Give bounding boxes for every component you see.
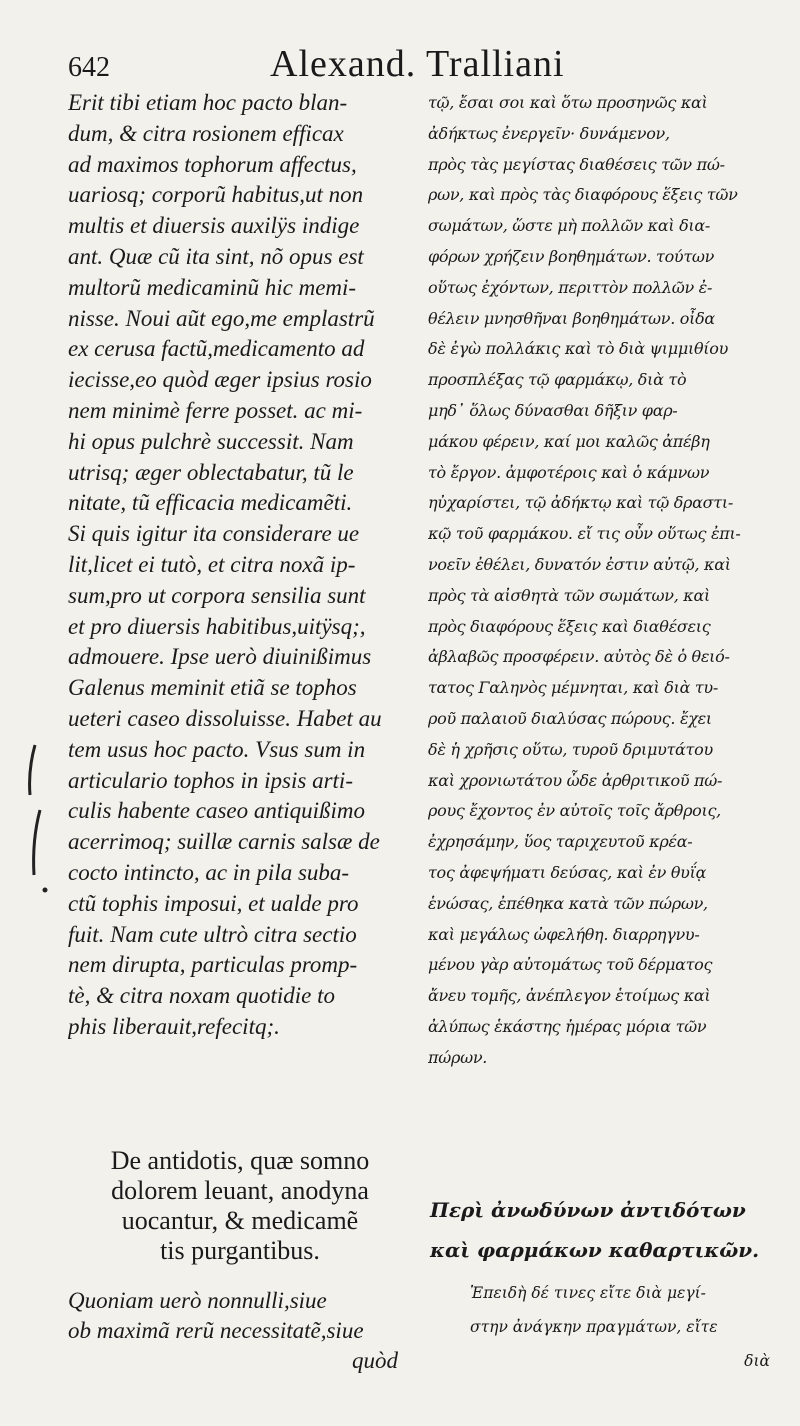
latin-line: ex cerusa factũ,medicamento ad <box>68 336 365 362</box>
greek-line: ἐχρησάμην, ὕος ταριχευτοῦ κρέα- <box>428 832 693 852</box>
greek-line: Ἐπειδὴ δέ τινες εἴτε διὰ μεγί- <box>470 1284 706 1302</box>
greek-heading-line: Περὶ ἀνωδύνων ἀντιδότων <box>430 1198 746 1222</box>
greek-line: καὶ χρονιωτάτου ὧδε ἀρθριτικοῦ πώ- <box>428 770 723 790</box>
greek-line: τατος Γαληνὸς μέμνηται, καὶ διὰ τυ- <box>428 678 718 698</box>
latin-line: nitate, tũ efficacia medicamẽti. <box>68 490 353 516</box>
greek-section-heading <box>430 1190 790 1270</box>
latin-line: ob maximã rerũ necessitatẽ,siue <box>68 1318 364 1343</box>
greek-line: ρους ἔχοντος ἐν αὐτοῖς τοῖς ἄρθροις, <box>428 801 721 821</box>
greek-line: φόρων χρήζειν βοηθημάτων. τούτων <box>428 246 715 266</box>
margin-handwritten-marks <box>0 740 60 900</box>
latin-line: iecisse,eo quòd æger ipsius rosio <box>68 367 372 393</box>
latin-line: tem usus hoc pacto. Vsus sum in <box>68 736 366 762</box>
greek-line: ηὐχαρίστει, τῷ ἀδήκτῳ καὶ τῷ δραστι- <box>428 493 733 513</box>
greek-line: πώρων. <box>428 1047 488 1067</box>
latin-line: Galenus meminit etiã se tophos <box>68 675 357 701</box>
greek-line: ἀλύπως ἑκάστης ἡμέρας μόρια τῶν <box>428 1016 707 1036</box>
greek-line: καὶ μεγάλως ὠφελήθη. διαρρηγνυ- <box>428 924 700 944</box>
latin-line: ant. Quæ cũ ita sint, nõ opus est <box>68 243 364 269</box>
greek-line: οὕτως ἐχόντων, περιττὸν πολλῶν ἐ- <box>428 277 713 297</box>
greek-line: ἀδήκτως ἐνεργεῖν· δυνάμενον, <box>428 123 670 143</box>
greek-line: στην ἀνάγκην πραγμάτων, εἴτε <box>470 1318 718 1336</box>
latin-line: phis liberauit,refecitq;. <box>68 1013 280 1039</box>
latin-line: et pro diuersis habitibus,uitÿsq;, <box>68 613 366 639</box>
latin-line: Erit tibi etiam hoc pacto blan- <box>68 90 348 115</box>
latin-column <box>68 88 408 1043</box>
greek-line: ἀβλαβῶς προσφέρειν. αὐτὸς δὲ ὁ θειό- <box>428 647 730 667</box>
greek-line: θέλειν μνησθῆναι βοηθημάτων. οἶδα <box>428 308 715 328</box>
greek-line: προσπλέξας τῷ φαρμάκῳ, διὰ τὸ <box>428 370 687 390</box>
latin-line: admouere. Ipse uerò diuinißimus <box>68 644 372 670</box>
page-header <box>60 42 760 92</box>
latin-line: nem dirupta, particulas promp- <box>68 952 358 978</box>
latin-heading-line: De antidotis, quæ somno <box>110 1146 370 1175</box>
latin-heading-line: uocantur, & medicamẽ <box>121 1206 359 1235</box>
latin-section-body <box>68 1286 408 1376</box>
greek-line: νοεῖν ἐθέλει, δυνατόν ἐστιν αὐτῷ, καὶ <box>428 554 731 574</box>
greek-column <box>428 88 778 1074</box>
latin-line: multis et diuersis auxilÿs indige <box>68 213 360 239</box>
greek-line: τος ἀφεψήματι δεύσας, καὶ ἐν θυΐᾳ <box>428 862 707 882</box>
greek-section-body <box>470 1276 790 1378</box>
greek-line: σωμάτων, ὥστε μὴ πολλῶν καὶ δια- <box>428 216 710 236</box>
latin-line: utrisq; æger oblectabatur, tũ le <box>68 459 354 485</box>
latin-heading-line: tis purgantibus. <box>160 1236 320 1265</box>
greek-line: μένου γὰρ αὐτομάτως τοῦ δέρματος <box>428 955 713 975</box>
latin-line: sum,pro ut corpora sensilia sunt <box>68 582 366 608</box>
greek-line: τῷ, ἔσαι σοι καὶ ὅτω προσηνῶς καὶ <box>428 93 708 112</box>
latin-line: ad maximos tophorum affectus, <box>68 151 357 177</box>
latin-line: Quoniam uerò nonnulli,siue <box>68 1288 327 1313</box>
latin-line: hi opus pulchrè successit. Nam <box>68 428 354 454</box>
latin-line: ctũ tophis imposui, et ualde pro <box>68 890 359 916</box>
catchword: διὰ <box>744 1352 770 1370</box>
running-title: Alexand. Tralliani <box>270 43 565 85</box>
latin-line: culis habente caseo antiquißimo <box>68 798 366 824</box>
latin-line: multorũ medicaminũ hic memi- <box>68 274 357 300</box>
greek-line: ροῦ παλαιοῦ διαλύσας πώρους. ἔχει <box>428 708 712 728</box>
latin-line: articulario tophos in ipsis arti- <box>68 767 353 793</box>
greek-line: ἑνώσας, ἐπέθηκα κατὰ τῶν πώρων, <box>428 893 708 913</box>
latin-line: acerrimoq; suillæ carnis salsæ de <box>68 829 380 855</box>
greek-line: μάκου φέρειν, καί μοι καλῶς ἀπέβη <box>428 431 710 451</box>
greek-line: δὲ ἡ χρῆσις οὕτω, τυροῦ δριμυτάτου <box>428 739 713 759</box>
latin-heading-line: dolorem leuant, anodyna <box>111 1176 369 1205</box>
greek-line: ρων, καὶ πρὸς τὰς διαφόρους ἕξεις τῶν <box>428 185 738 205</box>
latin-line: nisse. Noui aũt ego,me emplastrũ <box>68 305 375 331</box>
latin-line: fuit. Nam cute ultrò citra sectio <box>68 921 357 947</box>
greek-heading-line: καὶ φαρμάκων καθαρτικῶν. <box>430 1238 760 1262</box>
page-number: 642 <box>68 52 110 83</box>
greek-line: τὸ ἔργον. ἀμφοτέροις καὶ ὁ κάμνων <box>428 462 710 482</box>
latin-section-heading <box>60 1146 420 1266</box>
latin-line: nem minimè ferre posset. ac mi- <box>68 397 363 423</box>
latin-line: dum, & citra rosionem efficax <box>68 120 344 146</box>
catchword: quòd <box>352 1348 398 1373</box>
greek-line: κῷ τοῦ φαρμάκου. εἴ τις οὖν οὕτως ἐπι- <box>428 524 741 544</box>
greek-line: πρὸς τὰ αἰσθητὰ τῶν σωμάτων, καὶ <box>428 585 710 605</box>
greek-line: μηδ᾽ ὅλως δύνασθαι δῆξιν φαρ- <box>428 400 678 420</box>
greek-line: πρὸς τὰς μεγίστας διαθέσεις τῶν πώ- <box>428 154 725 174</box>
latin-line: cocto intincto, ac in pila suba- <box>68 859 350 885</box>
latin-line: lit,licet ei tutò, et citra noxã ip- <box>68 551 356 577</box>
latin-line: tè, & citra noxam quotidie to <box>68 983 336 1009</box>
latin-line: ueteri caseo dissoluisse. Habet au <box>68 705 382 731</box>
greek-line: ἄνευ τομῆς, ἀνέπλεγον ἑτοίμως καὶ <box>428 986 711 1006</box>
greek-line: δὲ ἐγὼ πολλάκις καὶ τὸ διὰ ψιμμιθίου <box>428 339 729 359</box>
latin-line: Si quis igitur ita considerare ue <box>68 521 360 547</box>
greek-line: πρὸς διαφόρους ἕξεις καὶ διαθέσεις <box>428 616 711 636</box>
latin-line: uariosq; corporũ habitus,ut non <box>68 182 364 208</box>
